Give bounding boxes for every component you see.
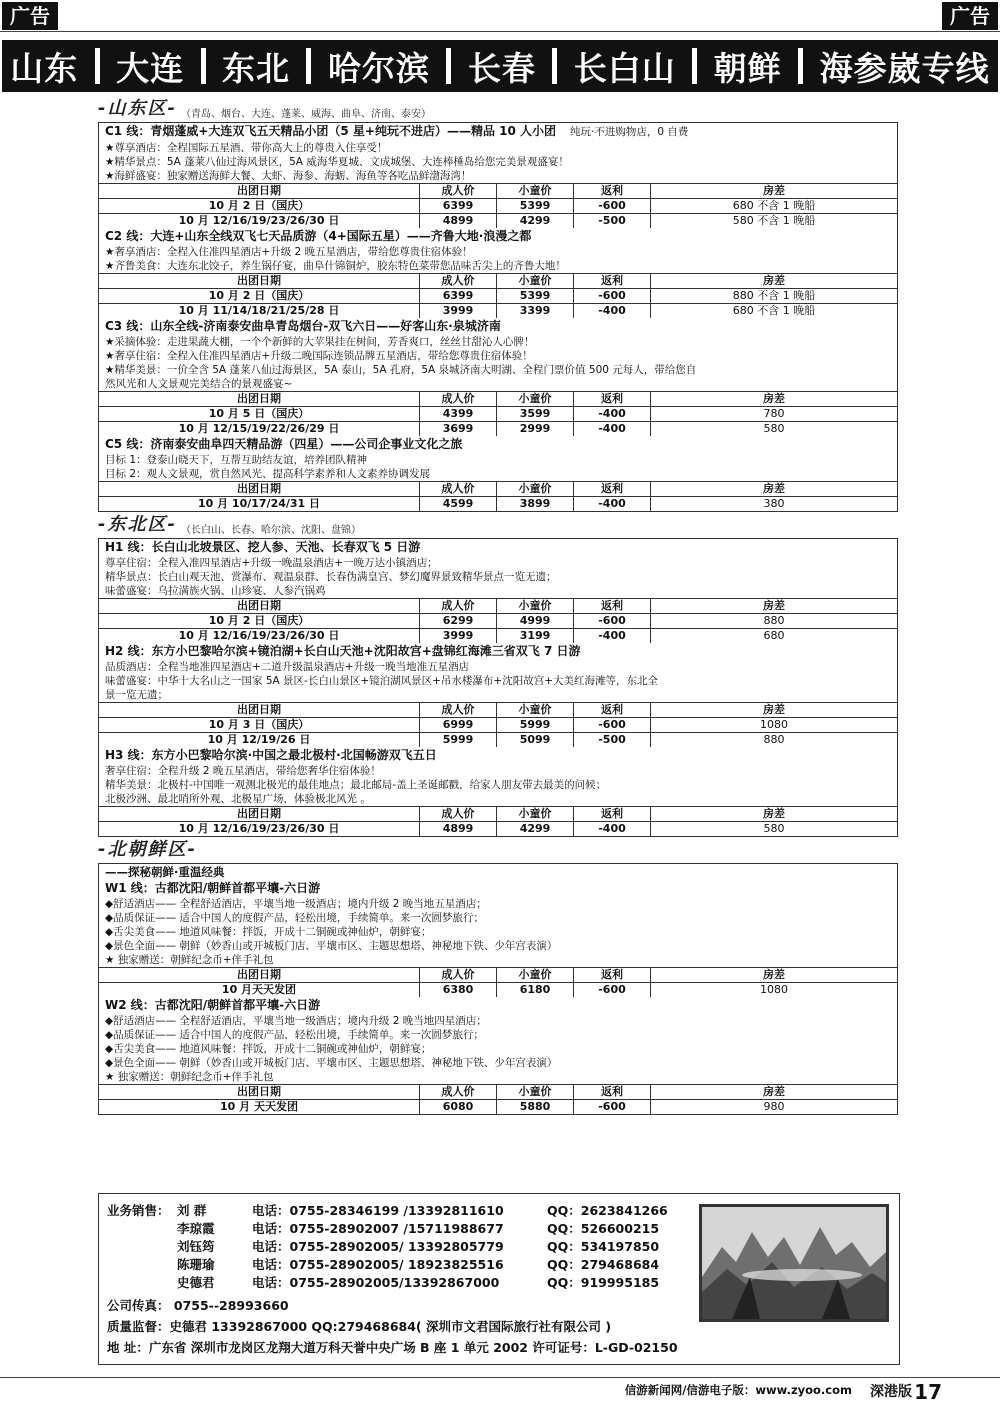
- table-row: [99, 407, 897, 422]
- table-row: [99, 1100, 897, 1115]
- route-detail-line: 精华美景：北极村-中国唯一观测北极光的最佳地点；最北邮局-盖上圣诞邮戳，给家人朋友带去最美的问候；: [105, 779, 607, 791]
- price-cell: 580 不含 1 晚船: [651, 214, 898, 229]
- price-cell: 880 不含 1 晚船: [651, 289, 898, 304]
- sales-qq: QQ：534197850: [547, 1239, 660, 1254]
- price-cell: 10 月 10/17/24/31 日: [99, 497, 420, 512]
- sales-qq: QQ：526600215: [547, 1221, 660, 1236]
- price-cell: 10 月 12/16/19/23/26/30 日: [99, 822, 420, 837]
- contact-box: [98, 1193, 900, 1365]
- price-cell: 880: [651, 733, 898, 748]
- table-row: [99, 733, 897, 748]
- route-title: [99, 436, 897, 453]
- price-header-cell: 房差: [651, 184, 898, 199]
- top-rule: [0, 31, 1000, 32]
- price-cell: 5999: [420, 733, 497, 748]
- price-cell: -500: [574, 214, 651, 229]
- footer-edition: 深港版: [870, 1384, 912, 1400]
- table-row: [99, 629, 897, 644]
- price-cell: 880: [651, 614, 898, 629]
- price-cell: -600: [574, 199, 651, 214]
- region-heading: [98, 841, 898, 861]
- price-header-cell: 出团日期: [99, 1085, 420, 1100]
- route-title: [99, 997, 897, 1014]
- price-header-cell: 返利: [574, 703, 651, 718]
- price-cell: -400: [574, 407, 651, 422]
- price-header-cell: 出团日期: [99, 599, 420, 614]
- price-cell: 3699: [420, 422, 497, 437]
- route-title: [99, 228, 897, 245]
- price-header-cell: 成人价: [420, 1085, 497, 1100]
- sales-row-3: [107, 1238, 659, 1256]
- region-cities: （长白山、长春、哈尔滨、沈阳、盘锦）: [180, 525, 361, 536]
- route-detail-line: ★齐鲁美食：大连东北饺子，养生锅仔宴，曲阜什锦铜炉，胶东特色菜带您品味舌尖上的齐鲁大地！: [105, 260, 566, 272]
- route-detail-line: ◆舒适酒店—— 全程舒适酒店，平壤当地一级酒店；境内升级 2 晚当地五星酒店；: [105, 898, 487, 910]
- route-detail-line: ★ 独家赠送：朝鲜纪念币+伴手礼包: [105, 1071, 274, 1083]
- price-cell: 6299: [420, 614, 497, 629]
- price-cell: 680: [651, 629, 898, 644]
- price-cell: 10 月 12/19/26 日: [99, 733, 420, 748]
- price-header-cell: 房差: [651, 968, 898, 983]
- region-box: [98, 538, 898, 837]
- price-cell: 10 月 2 日（国庆）: [99, 614, 420, 629]
- sales-qq: QQ：2623841266: [547, 1203, 668, 1218]
- table-row: [99, 822, 897, 837]
- route-detail-line: ★精华美景：一价全含 5A 蓬莱八仙过海景区，5A 泰山，5A 孔府，5A 泉城济南大明湖、全程门票价值 500 元每人，带给您自: [105, 364, 697, 376]
- price-cell: 6180: [497, 983, 574, 998]
- address-line: 地 址：广东省 深圳市龙岗区龙翔大道万科天誉中央广场 B 座 1 单元 2002 许可证号：L-GD-02150: [107, 1340, 678, 1355]
- price-header-cell: 返利: [574, 184, 651, 199]
- route-title-text: C1 线：青烟蓬威+大连双飞五天精品小团（5 星+纯玩不进店）——精品 10 人小团: [105, 124, 557, 138]
- route-detail-line: ◆品质保证—— 适合中国人的度假产品，轻松出境，手续简单。来一次圆梦旅行；: [105, 912, 484, 924]
- route-title: [99, 880, 897, 897]
- sales-name: 刘 群: [177, 1203, 207, 1218]
- price-header-cell: 出团日期: [99, 968, 420, 983]
- price-header-cell: 小童价: [497, 807, 574, 822]
- route-title-text: C3 线：山东全线-济南泰安曲阜青岛烟台-双飞六日——好客山东·泉城济南: [105, 319, 501, 333]
- price-header-cell: 小童价: [497, 968, 574, 983]
- price-table: [99, 967, 897, 997]
- price-cell: 10 月 12/16/19/23/26/30 日: [99, 214, 420, 229]
- route-detail-line: ★海鲜盛宴：独家赠送海鲜大餐、大虾、海参、海蛎、海鱼等各吃品鲜渤海湾！: [105, 170, 472, 182]
- banner-destination: 哈尔滨: [327, 48, 430, 88]
- price-table-header: [99, 807, 897, 822]
- region-box: [98, 863, 898, 1115]
- region-name: -山东区-: [98, 98, 177, 119]
- price-cell: 6080: [420, 1100, 497, 1115]
- price-cell: -600: [574, 614, 651, 629]
- price-header-cell: 房差: [651, 482, 898, 497]
- price-header-cell: 成人价: [420, 599, 497, 614]
- price-cell: 3599: [497, 407, 574, 422]
- route-detail-line: ★尊享酒店：全程国际五星酒、带你高大上的尊贵入住享受！: [105, 142, 388, 154]
- route-detail-line: 精华景点：长白山观天池、赏瀑布、观温泉群、长春伪满皇宫、梦幻魔界景致精华景点一览无遗；: [105, 571, 557, 583]
- price-header-cell: 返利: [574, 274, 651, 289]
- sales-name: 刘钰筠: [177, 1239, 215, 1254]
- price-cell: 5880: [497, 1100, 574, 1115]
- price-header-cell: 房差: [651, 1085, 898, 1100]
- price-cell: 1080: [651, 718, 898, 733]
- price-header-cell: 返利: [574, 968, 651, 983]
- table-row: [99, 289, 897, 304]
- price-header-cell: 出团日期: [99, 392, 420, 407]
- price-table: [99, 273, 897, 318]
- banner-destination: 东北: [222, 48, 291, 88]
- sales-label: 业务销售：: [107, 1203, 170, 1218]
- route-title-note: 纯玩·不进购物店，0 自费: [570, 126, 689, 138]
- sales-qq: QQ：279468684: [547, 1257, 660, 1272]
- price-header-cell: 小童价: [497, 599, 574, 614]
- price-cell: -400: [574, 497, 651, 512]
- route-title: [99, 539, 897, 556]
- sales-name: 陈珊瑜: [177, 1257, 215, 1272]
- price-header-cell: 出团日期: [99, 482, 420, 497]
- price-cell: 10 月 12/16/19/23/26/30 日: [99, 629, 420, 644]
- route-detail-line: ◆景色全面—— 朝鲜（妙香山或开城板门店、平壤市区、主题思想塔、神秘地下铁、少年宫表演）: [105, 940, 558, 952]
- price-cell: 6399: [420, 199, 497, 214]
- route-title: [99, 643, 897, 660]
- price-header-cell: 成人价: [420, 184, 497, 199]
- table-row: [99, 718, 897, 733]
- route-detail-line: ★奢享住宿：全程入住准四星酒店+升级二晚国际连锁品牌五星酒店，带给您尊贵住宿体验！: [105, 350, 533, 362]
- route-detail-line: ◆景色全面—— 朝鲜（妙香山或开城板门店、平壤市区、主题思想塔、神秘地下铁、少年宫表演）: [105, 1057, 558, 1069]
- price-cell: 5399: [497, 289, 574, 304]
- price-header-cell: 小童价: [497, 703, 574, 718]
- price-header-cell: 出团日期: [99, 807, 420, 822]
- route-title: [99, 123, 897, 141]
- route-title-text: C5 线：济南泰安曲阜四天精品游（四星）——公司企事业文化之旅: [105, 437, 463, 451]
- route-detail-line: ★奢享酒店：全程入住准四星酒店+升级 2 晚五星酒店，带给您尊贵住宿体验！: [105, 246, 473, 258]
- price-table: [99, 391, 897, 436]
- route-detail-line: 奢享住宿：全程升级 2 晚五星酒店，带给您奢华住宿体验！: [105, 765, 381, 777]
- routes-content: [98, 100, 898, 1115]
- banner-separator: [552, 48, 557, 84]
- sales-name: 史德君: [177, 1275, 215, 1290]
- table-row: [99, 214, 897, 229]
- price-cell: 3199: [497, 629, 574, 644]
- table-row: [99, 497, 897, 512]
- mountain-landscape-image: [699, 1204, 889, 1322]
- price-header-cell: 小童价: [497, 184, 574, 199]
- price-cell: 680 不含 1 晚船: [651, 199, 898, 214]
- route-detail-line: ◆舌尖美食—— 地道风味餐：拌饭，开成十二铜碗或神仙炉，朝鲜宴；: [105, 926, 432, 938]
- sales-qq: QQ：919995185: [547, 1275, 660, 1290]
- price-cell: -400: [574, 629, 651, 644]
- banner-destination: 山东: [10, 48, 79, 88]
- price-header-cell: 成人价: [420, 482, 497, 497]
- banner-destination: 海参崴专线: [819, 48, 990, 88]
- region-heading: [98, 100, 898, 120]
- price-header-cell: 成人价: [420, 703, 497, 718]
- route-detail-line: 北极沙洲、最北哨所外观、北极星广场，体验极北风光 。: [105, 793, 371, 805]
- region-cities: （青岛、烟台、大连、蓬莱、威海、曲阜、济南、泰安）: [180, 109, 431, 120]
- route-title: [99, 318, 897, 335]
- route-detail-line: ◆舌尖美食—— 地道风味餐：拌饭，开成十二铜碗或神仙炉，朝鲜宴；: [105, 1043, 432, 1055]
- price-header-cell: 出团日期: [99, 703, 420, 718]
- banner-destination: 大连: [116, 48, 185, 88]
- price-cell: 2999: [497, 422, 574, 437]
- price-cell: 680 不含 1 晚船: [651, 304, 898, 319]
- route-title-text: W2 线：古都沈阳/朝鲜首都平壤-六日游: [105, 998, 321, 1012]
- price-cell: 3999: [420, 629, 497, 644]
- banner-separator: [306, 48, 311, 84]
- banner-separator: [201, 48, 206, 84]
- price-header-cell: 房差: [651, 703, 898, 718]
- footer-site: 信游新闻网/信游电子版：www.zyoo.com: [624, 1383, 852, 1397]
- region-intro: ——探秘朝鲜·重温经典: [105, 865, 225, 879]
- table-row: [99, 304, 897, 319]
- route-detail-line: 目标 2：观人文景观，赏自然风光、提高科学素养和人文素养协调发展: [105, 468, 431, 480]
- banner-separator: [798, 48, 803, 84]
- price-header-cell: 房差: [651, 274, 898, 289]
- price-table: [99, 481, 897, 511]
- route-title-text: H1 线：长白山北坡景区、挖人参、天池、长春双飞 5 日游: [105, 540, 421, 554]
- price-table: [99, 702, 897, 747]
- price-cell: 4299: [497, 214, 574, 229]
- price-cell: -400: [574, 304, 651, 319]
- price-table-header: [99, 599, 897, 614]
- price-cell: 10 月 2 日（国庆）: [99, 199, 420, 214]
- price-cell: 780: [651, 407, 898, 422]
- sales-tel: 电话：0755-28346199 /13392811610: [252, 1203, 504, 1218]
- route-title-text: H3 线：东方小巴黎哈尔滨·中国之最北极村·北国畅游双飞五日: [105, 748, 437, 762]
- sales-row-5: [107, 1274, 659, 1292]
- price-header-cell: 返利: [574, 1085, 651, 1100]
- banner-destination: 朝鲜: [713, 48, 782, 88]
- price-cell: 5999: [497, 718, 574, 733]
- price-table: [99, 1084, 897, 1114]
- route-title-text: W1 线：古都沈阳/朝鲜首都平壤-六日游: [105, 881, 321, 895]
- quality-line: 质量监督：史德君 13392867000 QQ:279468684( 深圳市文君国际旅行社有限公司 ): [107, 1319, 612, 1334]
- route-detail-line: 品质酒店：全程当地准四星酒店+二道升级温泉酒店+升级一晚当地准五星酒店: [105, 661, 470, 673]
- table-row: [99, 422, 897, 437]
- banner-separator: [446, 48, 451, 84]
- price-table-header: [99, 274, 897, 289]
- price-cell: 10 月 11/14/18/21/25/28 日: [99, 304, 420, 319]
- route-detail-line: 味蕾盛宴：中华十大名山之一国家 5A 景区-长白山景区+镜泊湖风景区+吊水楼瀑布+沈阳故宫+大美红海滩等，东北全: [105, 675, 659, 687]
- sales-name: 李琼霞: [177, 1221, 215, 1236]
- price-cell: 4899: [420, 822, 497, 837]
- price-cell: 3399: [497, 304, 574, 319]
- route-banner: [2, 40, 998, 92]
- sales-row-1: [107, 1202, 668, 1220]
- route-title: [99, 747, 897, 764]
- price-table-header: [99, 968, 897, 983]
- price-header-cell: 成人价: [420, 807, 497, 822]
- price-cell: 4599: [420, 497, 497, 512]
- price-cell: -500: [574, 733, 651, 748]
- sales-tel: 电话：0755-28902005/ 18923825516: [252, 1257, 504, 1272]
- route-title-text: C2 线：大连+山东全线双飞七天品质游（4+国际五星）——齐鲁大地·浪漫之都: [105, 229, 532, 243]
- price-table: [99, 183, 897, 228]
- price-header-cell: 房差: [651, 807, 898, 822]
- price-cell: 3999: [420, 304, 497, 319]
- price-cell: 10 月 5 日（国庆）: [99, 407, 420, 422]
- route-detail-line: ★精华景点：5A 蓬莱八仙过海风景区，5A 威海华夏城、文成城堡、大连棒棰岛给您完美景观盛宴！: [105, 156, 569, 168]
- price-header-cell: 返利: [574, 807, 651, 822]
- price-cell: 4999: [497, 614, 574, 629]
- price-cell: 10 月 天天发团: [99, 1100, 420, 1115]
- sales-tel: 电话：0755-28902005/ 13392805779: [252, 1239, 504, 1254]
- region-heading: [98, 516, 898, 536]
- route-detail-line: ★ 独家赠送：朝鲜纪念币+伴手礼包: [105, 954, 274, 966]
- price-header-cell: 房差: [651, 392, 898, 407]
- price-header-cell: 返利: [574, 392, 651, 407]
- price-header-cell: 小童价: [497, 1085, 574, 1100]
- price-header-cell: 小童价: [497, 482, 574, 497]
- price-header-cell: 返利: [574, 599, 651, 614]
- price-cell: 6399: [420, 289, 497, 304]
- price-cell: 4399: [420, 407, 497, 422]
- route-detail-line: ★采摘体验：走进果蔬大棚，一个个新鲜的大苹果挂在树间，芳香爽口，丝丝甘甜沁人心脾！: [105, 336, 535, 348]
- price-cell: -600: [574, 983, 651, 998]
- region-name: -北朝鲜区-: [98, 839, 197, 860]
- route-detail-line: 味蕾盛宴：乌拉满族火锅、山珍宴、人参汽锅鸡: [105, 585, 326, 597]
- sales-tel: 电话：0755-28902007 /15711988677: [252, 1221, 504, 1236]
- price-cell: 6380: [420, 983, 497, 998]
- route-detail-line: ◆舒适酒店—— 全程舒适酒店，平壤当地一级酒店；境内升级 2 晚当地四星酒店；: [105, 1015, 487, 1027]
- banner-separator: [95, 48, 100, 84]
- price-cell: 580: [651, 422, 898, 437]
- price-cell: 10 月 3 日（国庆）: [99, 718, 420, 733]
- price-header-cell: 成人价: [420, 274, 497, 289]
- route-detail-line: 目标 1：登泰山晓天下，互帮互助结友谊，培养团队精神: [105, 454, 368, 466]
- page-number: 17: [914, 1380, 942, 1404]
- region-name: -东北区-: [98, 514, 177, 535]
- price-table-header: [99, 1085, 897, 1100]
- price-cell: -400: [574, 822, 651, 837]
- ad-tag-right: 广告: [942, 2, 998, 30]
- route-detail-line: 尊享住宿：全程入准四星酒店+升级一晚温泉酒店+一晚万达小镇酒店；: [105, 557, 438, 569]
- sales-tel: 电话：0755-28902005/13392867000: [252, 1275, 500, 1290]
- price-cell: 1080: [651, 983, 898, 998]
- price-cell: 10 月 2 日（国庆）: [99, 289, 420, 304]
- price-cell: 4299: [497, 822, 574, 837]
- fax-line: 公司传真： 0755--28993660: [107, 1298, 289, 1313]
- price-table-header: [99, 392, 897, 407]
- route-detail-line: ◆品质保证—— 适合中国人的度假产品，轻松出境，手续简单。来一次圆梦旅行；: [105, 1029, 484, 1041]
- sales-row-2: [107, 1220, 659, 1238]
- mountain-illustration: [702, 1207, 886, 1319]
- price-cell: -600: [574, 289, 651, 304]
- price-header-cell: 小童价: [497, 274, 574, 289]
- price-cell: -600: [574, 1100, 651, 1115]
- banner-destination: 长春: [467, 48, 536, 88]
- region-box: [98, 122, 898, 512]
- price-cell: 3899: [497, 497, 574, 512]
- banner-separator: [692, 48, 697, 84]
- footer-rule: [0, 1377, 1000, 1378]
- price-table-header: [99, 184, 897, 199]
- price-header-cell: 出团日期: [99, 274, 420, 289]
- price-cell: 5399: [497, 199, 574, 214]
- price-cell: 980: [651, 1100, 898, 1115]
- ad-tag-left: 广告: [2, 2, 58, 30]
- price-cell: -400: [574, 422, 651, 437]
- price-cell: 380: [651, 497, 898, 512]
- price-header-cell: 成人价: [420, 968, 497, 983]
- price-table-header: [99, 482, 897, 497]
- table-row: [99, 983, 897, 998]
- price-cell: 6999: [420, 718, 497, 733]
- price-table-header: [99, 703, 897, 718]
- table-row: [99, 199, 897, 214]
- route-title-text: H2 线：东方小巴黎哈尔滨+镜泊湖+长白山天池+沈阳故宫+盘锦红海滩三省双飞 7 日游: [105, 644, 581, 658]
- sales-row-4: [107, 1256, 659, 1274]
- price-table: [99, 806, 897, 836]
- price-cell: -600: [574, 718, 651, 733]
- price-cell: 10 月天天发团: [99, 983, 420, 998]
- price-header-cell: 房差: [651, 599, 898, 614]
- price-cell: 4899: [420, 214, 497, 229]
- price-header-cell: 出团日期: [99, 184, 420, 199]
- price-cell: 10 月 12/15/19/22/26/29 日: [99, 422, 420, 437]
- route-detail-line: 景一览无遗；: [105, 689, 168, 701]
- price-header-cell: 返利: [574, 482, 651, 497]
- route-detail-line: 然风光和人文景观完美结合的景观盛宴~: [105, 378, 293, 390]
- price-cell: 5099: [497, 733, 574, 748]
- banner-destination: 长白山: [573, 48, 676, 88]
- table-row: [99, 614, 897, 629]
- price-header-cell: 成人价: [420, 392, 497, 407]
- price-cell: 580: [651, 822, 898, 837]
- price-table: [99, 598, 897, 643]
- price-header-cell: 小童价: [497, 392, 574, 407]
